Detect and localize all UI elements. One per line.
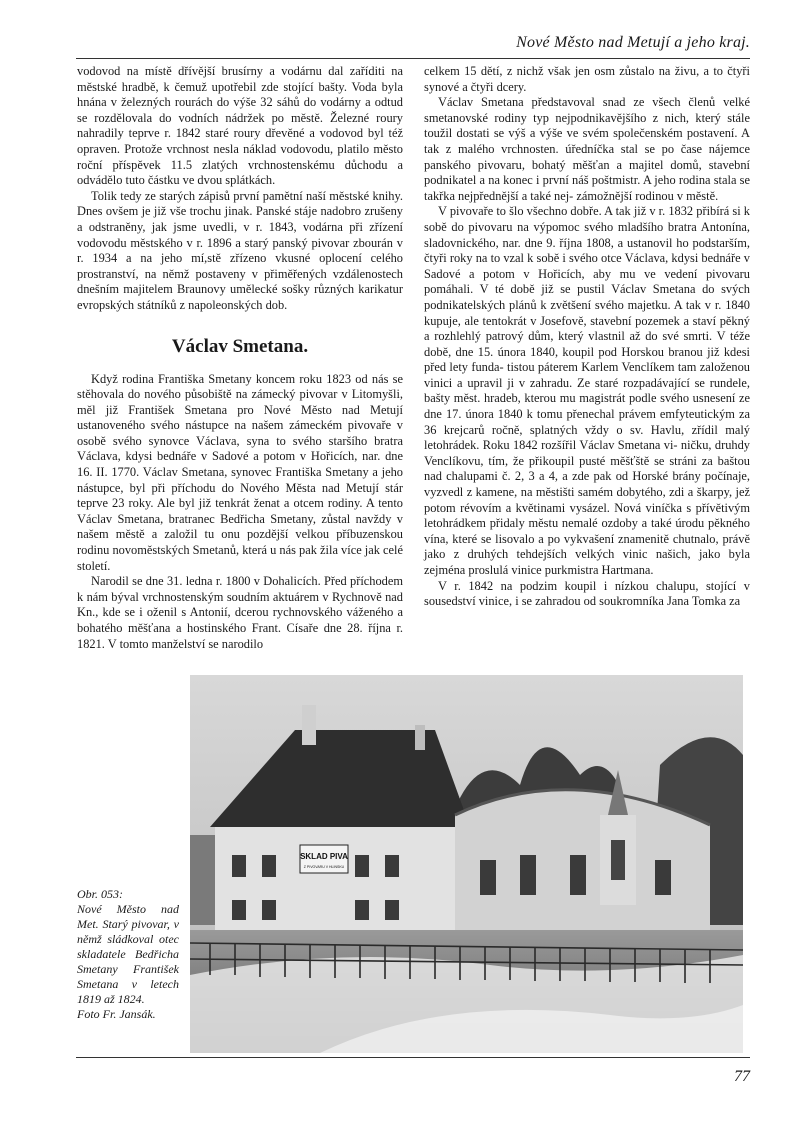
- sign-text-sub: Z PIVOVARU V HLINSKU: [303, 865, 345, 869]
- paragraph: Václav Smetana představoval snad ze všech členů velké smetanovské rodiny typ nejpodnikavějšího z nich, který stále toužil dostati se výš a výše ve svém společenském postavení. A tak z malého vrchnosten. úředníčka stal se po čase nájemce panského pivovaru, bohatý měšťan a majitel domů, stavební podnikatel a na konec i první náš poštmistr. A jeho rodina stala se takřka nejpřednější a také nej- zámožnější rodinou v městě.: [424, 95, 750, 203]
- paragraph: Tolik tedy ze starých zápisů první pamětní naší městské knihy. Dnes ovšem je již vše trochu jinak. Panské stáje nadobro zrušeny a odstraněny, jak jsme uvedli, v r. 1843, vodárna při zřízení vodovodu městského v r. 1896 a starý panský pivovar zbourán v r. 1934 a na jeho mí,stě zřízeno vkusné oplocení celého prostranství, na němž postaveny v přiměřených vzdálenostech dnešním majitelem Braunovy umělecké sošky různých karikatur evropských státníků z napoleonských dob.: [77, 188, 403, 312]
- figure-caption: [77, 887, 179, 1022]
- caption-credit: Foto Fr. Jansák.: [77, 1007, 156, 1021]
- paragraph: Když rodina Františka Smetany koncem roku 1823 od nás se stěhovala do nového působiště na zámecký pivovar v Litomyšli, měl již František Smetana pro Nové Město nad Metují ustanoveného svého nástupce na našem zámeckém pivovaře v osobě svého synovce Václava, syna to svého staršího bratra Václava, kdysi bednáře v Sadové a potom v Hořicích, nar. dne 16. II. 1770. Václav Smetana, synovec Františka Smetany a jeho nástupce, byl při příchodu do Nového Města nad Metují stár teprve 23 roky. Ale byl již tenkrát ženat a otcem rodiny. A tento Václav Smetana, bratranec Bedřicha Smetany, zůstal navždy v našem městě a založil tu onu pozdější velkou příbuzenskou rodinu novoměstských Smetanů, která u nás pak žila více jak celé století.: [77, 371, 403, 573]
- paragraph: V r. 1842 na podzim koupil i nízkou chalupu, stojící v sousedství vinice, i se zahradou od soukromníka Jana Tomka za: [424, 578, 750, 609]
- brewery-sign: [300, 845, 348, 873]
- footer-rule: [76, 1057, 750, 1058]
- running-title: Nové Město nad Metují a jeho kraj.: [516, 34, 750, 51]
- right-column: [424, 64, 750, 610]
- page-number: 77: [734, 1068, 750, 1085]
- brewery-photo: [190, 675, 743, 1053]
- header-rule: [76, 58, 750, 59]
- caption-label: Obr. 053:: [77, 887, 124, 901]
- paragraph: celkem 15 dětí, z nichž však jen osm zůstalo na živu, a to čtyři synové a čtyři dcery.: [424, 64, 750, 94]
- left-column: [77, 64, 403, 652]
- paragraph: vodovod na místě dřívější brusírny a vodárnu dal zaříditi na městské hradbě, k čemuž upotřebil zde stojící bašty. Voda byla hnána v železných rourách do výše 32 sáhů do vodárny a odtud se rozdělovala do vodních nádržek po městě. Železné roury nahradily teprve r. 1842 staré roury dřevěné a vodovod byl též opraven. Protože vrchnost nesla náklad vodovodu, platilo město roční příspěvek 11.5 zlatých vrchnostenskému důchodu a odvádělo tuto částku ve dvou splátkách.: [77, 64, 403, 188]
- section-title: Václav Smetana.: [171, 335, 309, 357]
- sign-text-main: SKLAD PIVA: [300, 852, 348, 861]
- caption-text: Nové Město nad Met. Starý pivovar, v němž sládkoval otec skladatele Bedřicha Smetany František Smetana v letech 1819 až 1824.: [77, 902, 179, 1006]
- paragraph: Narodil se dne 31. ledna r. 1800 v Dohalicích. Před příchodem k nám býval vrchnostenským soudním aktuárem v Rychnově nad Kn., kde se i oženil s Antonií, dcerou rychnovského váženého a bohatého měšťana a hostinského Frant. Císaře dne 28. října r. 1821. V tomto manželství se narodilo: [77, 574, 403, 651]
- paragraph: V pivovaře to šlo všechno dobře. A tak již v r. 1832 přibírá si k sobě do pivovaru na výpomoc svého mladšího bratra Antonína, sladovnického, nar. dne 9. října 1808, a ustanovil ho podstarším, čtyři roky na to vzal k sobě i svého otce Václava, kdysi bednáře v Sadové a potom v Hořicích, aby mu ve vedení pivovaru pomáhali. V té době již se pustil Václav Smetana do svých podnikatelských plánů k zvětšení svého majetku. A tak v r. 1840 kupuje, ale tentokrát v Josefově, stavební pozemek a staví pěkný a rozhlehlý patrový dům, který vlastnil až do své smrti. V téže době, dne 15. února 1840, koupil pod Horskou branou již kdesi před lety funda- tistou páterem Karlem Venclíkem tam založenou vinici a upravil ji v zahradu. Ze staré rozpadávající se rundele, bašty měst. hradeb, kterou mu magistrát podle svého usnesení ze dne 17. února 1840 k tomu přenechal právem emfyteutickým za 36 krejcarů ročně, splatných vždy o sv. Havlu, zřídil malý letohrádek. Roku 1842 rozšířil Václav Smetana vi- ničku, druhdy Venclíkovu, tím, že přikoupil pusté měšťště se stráni za baštou nad chalupami č. 2, 3 a 4, a zde pak od Horské brány počínaje, vyzvedl z kamene, na městišti samém dobytého, zdi a škarpy, jež potom révovím a květinami vysázel. Nová viníčka s přívětivým letohrádkem přidaly městu nemalé ozdoby a také úrodu pěkného vína, které se lisovalo a po vykvašení znamenitě chutnalo, právě jako z druhých tehdejších velkých vinic našich, jako byla zejména proslulá vinice purkmistra Hartmana.: [424, 204, 750, 577]
